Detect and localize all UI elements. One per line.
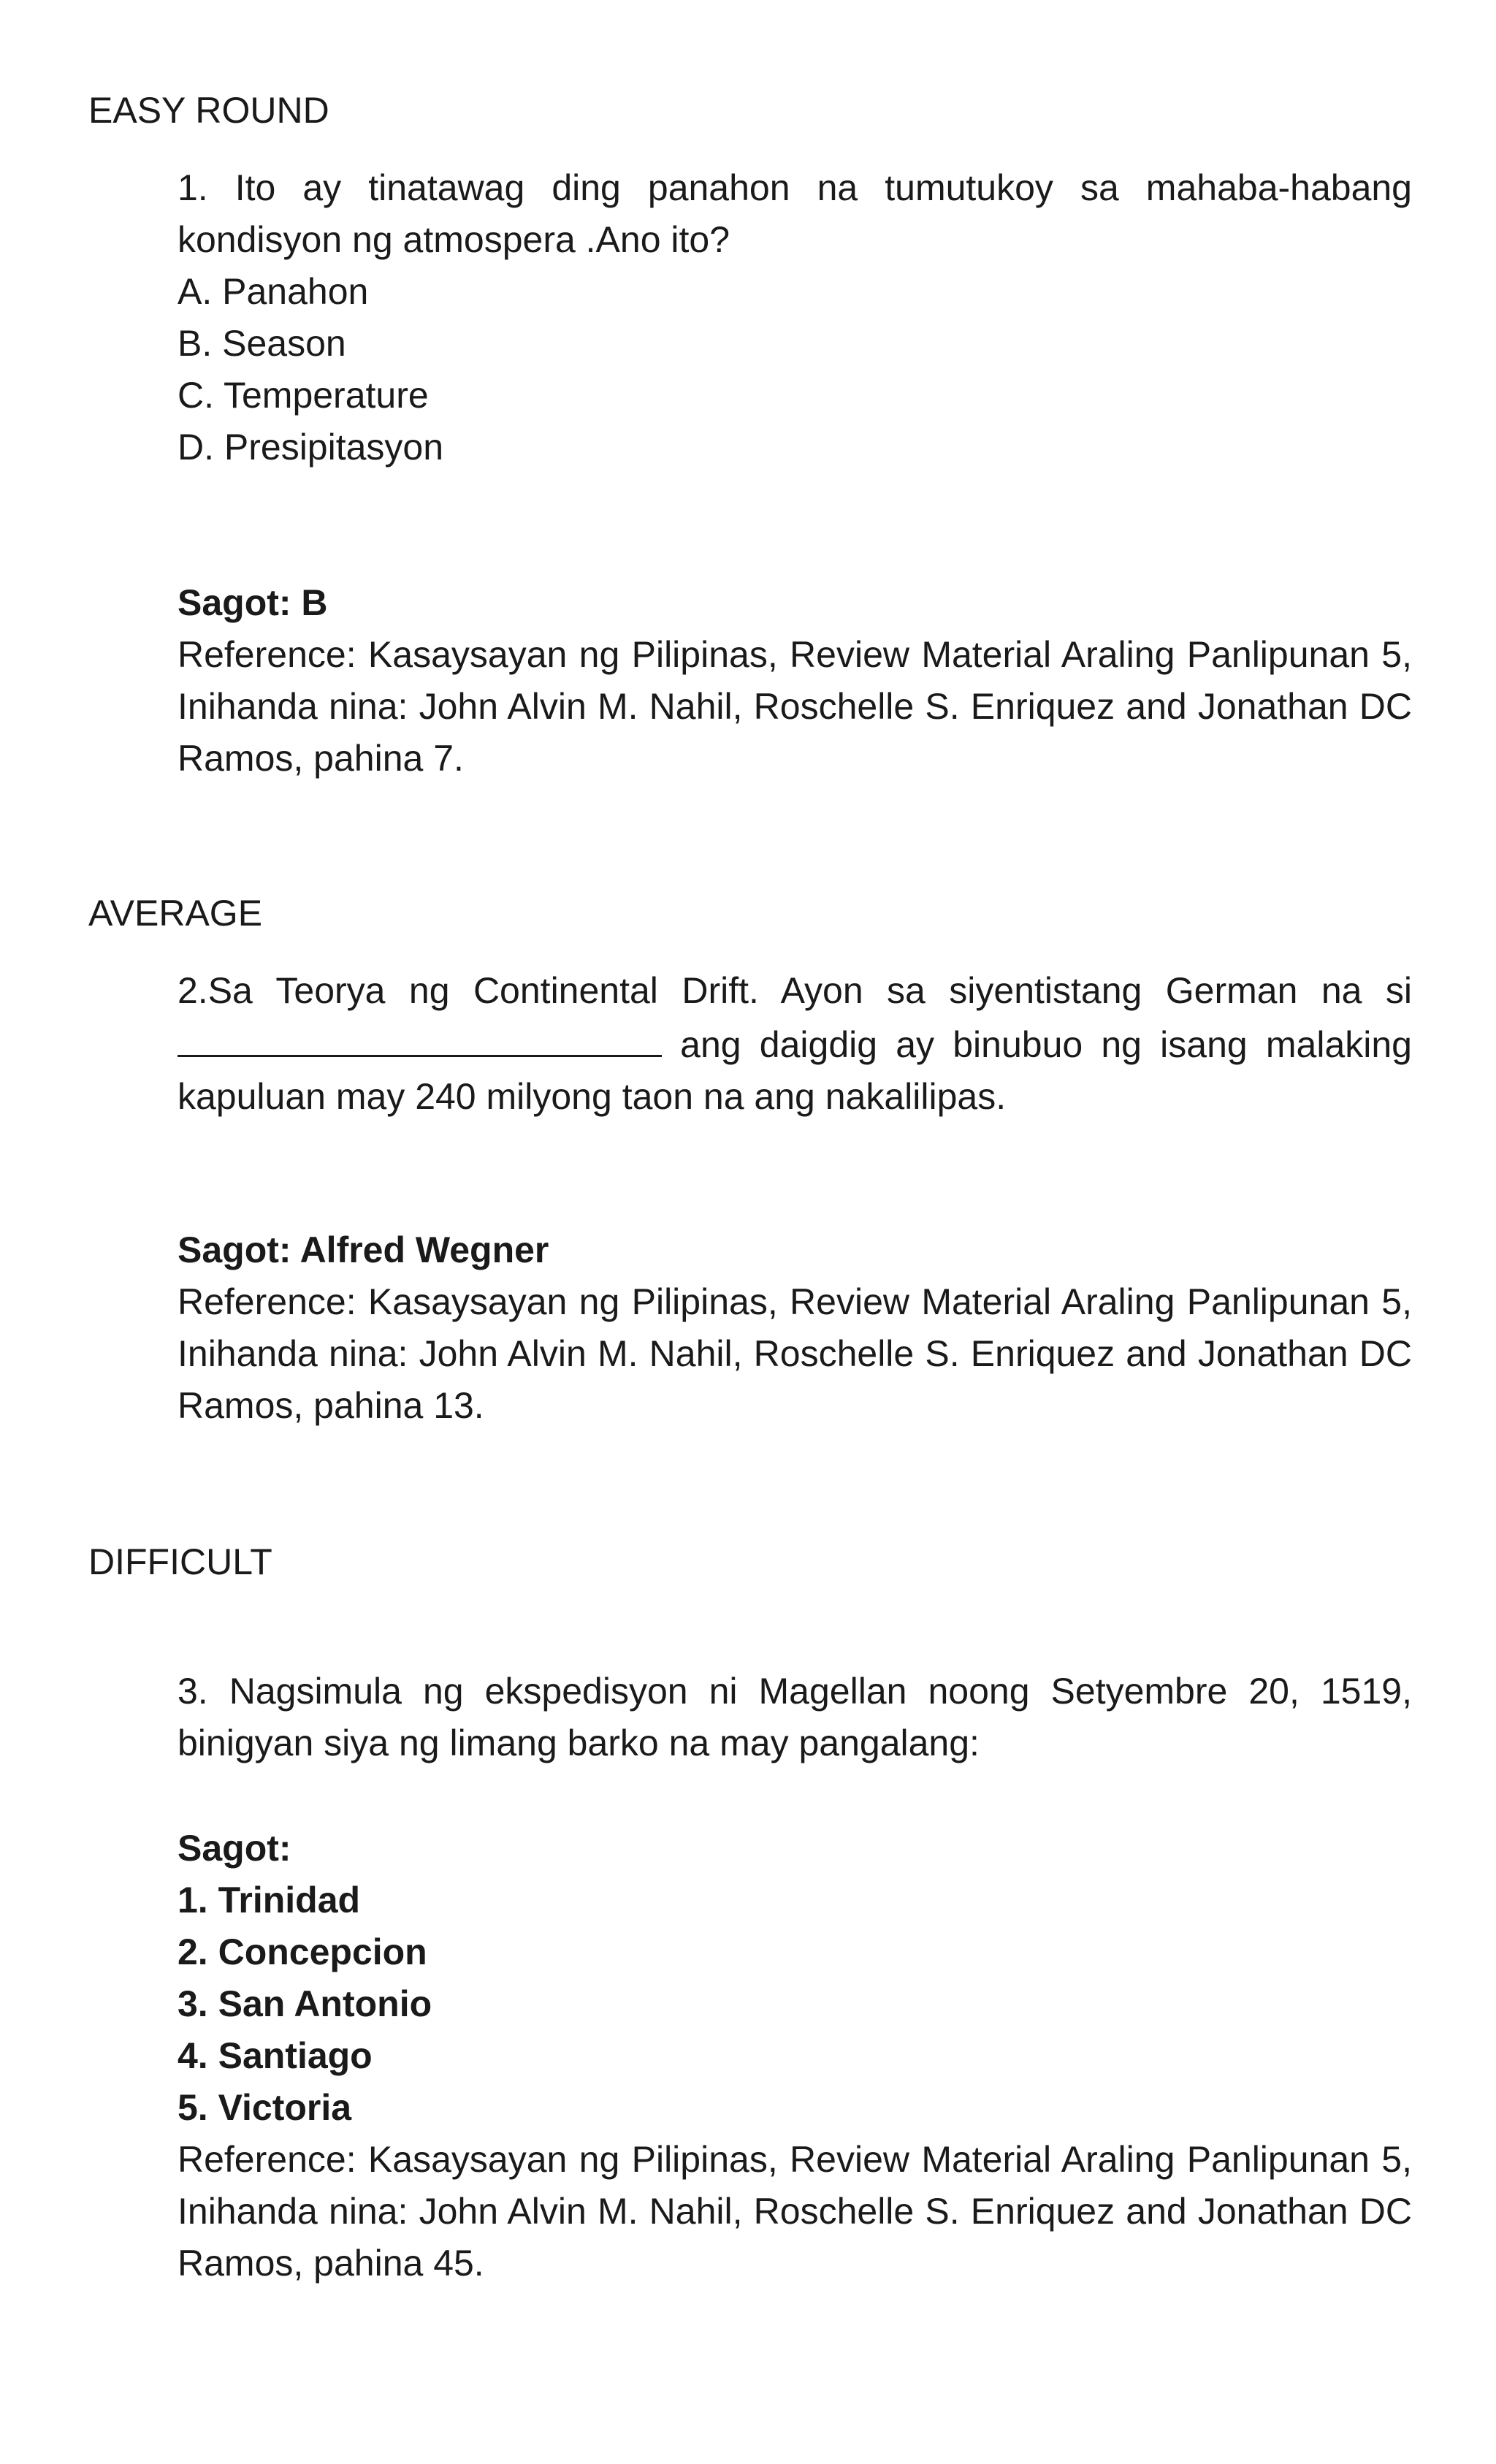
answer-item: 4. Santiago [178, 2035, 373, 2076]
answer-blank [178, 1017, 662, 1057]
question-part-2: ang daigdig ay binubuo ng isang malaking kapuluan may 240 milyong taon na ang nakalilipas. [178, 1024, 1412, 1117]
options-list [178, 266, 1412, 473]
section-heading: AVERAGE [88, 893, 263, 934]
answer-text: Sagot: Alfred Wegner [178, 1229, 549, 1270]
question-part-1: 2.Sa Teorya ng Continental Drift. Ayon sa siyentistang German na si [178, 970, 1412, 1011]
reference-text: Reference: Kasaysayan ng Pilipinas, Review Material Araling Panlipunan 5, Inihanda nina: John Alvin M. Nahil, Roschelle S. Enriquez and Jonathan DC Ramos, pahina 13. [178, 1281, 1412, 1426]
answer-item: 3. San Antonio [178, 1983, 432, 2024]
reference-text: Reference: Kasaysayan ng Pilipinas, Review Material Araling Panlipunan 5, Inihanda nina: John Alvin M. Nahil, Roschelle S. Enriquez and Jonathan DC Ramos, pahina 45. [178, 2139, 1412, 2284]
option-b: B. Season [178, 323, 346, 364]
section-heading: DIFFICULT [88, 1541, 272, 1582]
option-a: A. Panahon [178, 271, 369, 312]
question-text [178, 965, 1412, 1123]
answer-list [178, 1823, 1412, 2134]
answer-text: Sagot: B [178, 582, 328, 623]
answer-item: 2. Concepcion [178, 1931, 427, 1972]
answer-item: 5. Victoria [178, 2087, 352, 2128]
question-text: 3. Nagsimula ng ekspedisyon ni Magellan noong Setyembre 20, 1519, binigyan siya ng limang barko na may pangalang: [178, 1671, 1412, 1763]
reference-text: Reference: Kasaysayan ng Pilipinas, Review Material Araling Panlipunan 5, Inihanda nina: John Alvin M. Nahil, Roschelle S. Enriquez and Jonathan DC Ramos, pahina 7. [178, 634, 1412, 779]
section-heading: EASY ROUND [88, 90, 329, 131]
option-c: C. Temperature [178, 375, 429, 416]
answer-item: 1. Trinidad [178, 1880, 361, 1921]
option-d: D. Presipitasyon [178, 427, 444, 468]
answer-label: Sagot: [178, 1828, 291, 1869]
question-text: 1. Ito ay tinatawag ding panahon na tumutukoy sa mahaba-habang kondisyon ng atmospera .Ano ito? [178, 167, 1412, 260]
